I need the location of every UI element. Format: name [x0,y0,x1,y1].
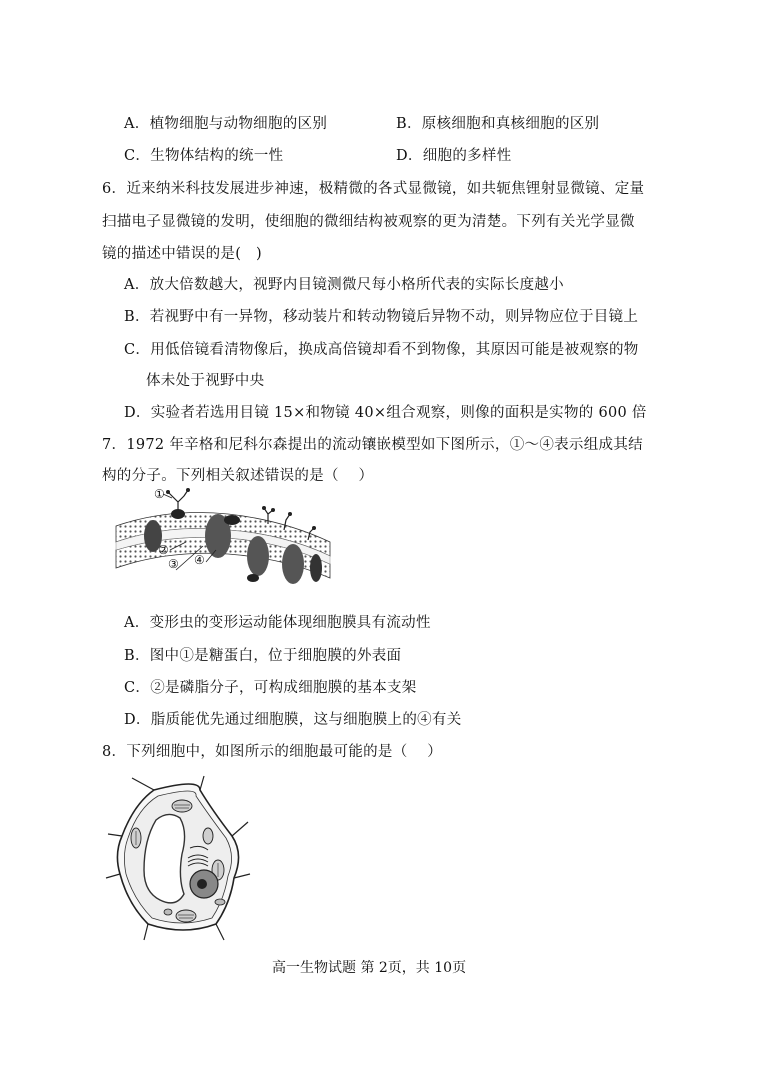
q5-option-c: C．生物体结构的统一性 [124,148,284,164]
figure-label-4: ④ [194,553,205,567]
q6-stem-line-3: 镜的描述中错误的是( ) [102,246,262,262]
q6-stem-line-2: 扫描电子显微镜的发明，使细胞的微细结构被观察的更为清楚。下列有关光学显微 [102,214,635,230]
q5-option-d: D．细胞的多样性 [396,148,512,164]
membrane-protein [247,574,259,582]
q6-option-c-line-1: C．用低倍镜看清物像后，换成高倍镜却看不到物像，其原因可能是被观察的物 [124,342,639,358]
q7-option-b: B．图中①是糖蛋白，位于细胞膜的外表面 [124,648,402,664]
q6-stem-line-1: 6．近来纳米科技发展进步神速，极精微的各式显微镜，如共轭焦锂射显微镜、定量 [102,181,645,197]
membrane-protein [282,544,304,584]
q7-option-c: C．②是磷脂分子，可构成细胞膜的基本支架 [124,680,417,696]
q5-option-a: A．植物细胞与动物细胞的区别 [124,116,328,132]
fluid-mosaic-model-figure [108,484,334,604]
page-footer: 高一生物试题 第 2页，共 10页 [272,960,467,976]
membrane-protein [247,536,269,576]
q6-option-d: D．实验者若选用目镜 15×和物镜 40×组合观察，则像的面积是实物的 600 倍 [124,405,647,421]
q7-option-a: A．变形虫的变形运动能体现细胞膜具有流动性 [124,615,431,631]
figure-label-2: ② [158,543,169,557]
q8-stem: 8．下列细胞中，如图所示的细胞最可能的是（ ） [102,744,443,760]
q6-option-b: B．若视野中有一异物，移动装片和转动物镜后异物不动，则异物应位于目镜上 [124,309,639,325]
q7-option-d: D．脂质能优先通过细胞膜，这与细胞膜上的④有关 [124,712,462,728]
membrane-protein [310,554,322,582]
q5-option-b: B．原核细胞和真核细胞的区别 [396,116,600,132]
q6-option-c-line-2: 体未处于视野中央 [146,373,265,389]
membrane-protein [224,515,240,525]
q7-stem-line-2: 构的分子。下列相关叙述错误的是（ ） [102,468,374,484]
membrane-protein [171,509,185,519]
figure-label-3: ③ [168,557,179,571]
plant-cell-figure [104,774,254,942]
q6-option-a: A．放大倍数越大，视野内目镜测微尺每小格所代表的实际长度越小 [124,277,564,293]
q7-stem-line-1: 7．1972 年辛格和尼科尔森提出的流动镶嵌模型如下图所示，①～④表示组成其结 [102,437,643,453]
figure-label-1: ① [154,487,165,501]
